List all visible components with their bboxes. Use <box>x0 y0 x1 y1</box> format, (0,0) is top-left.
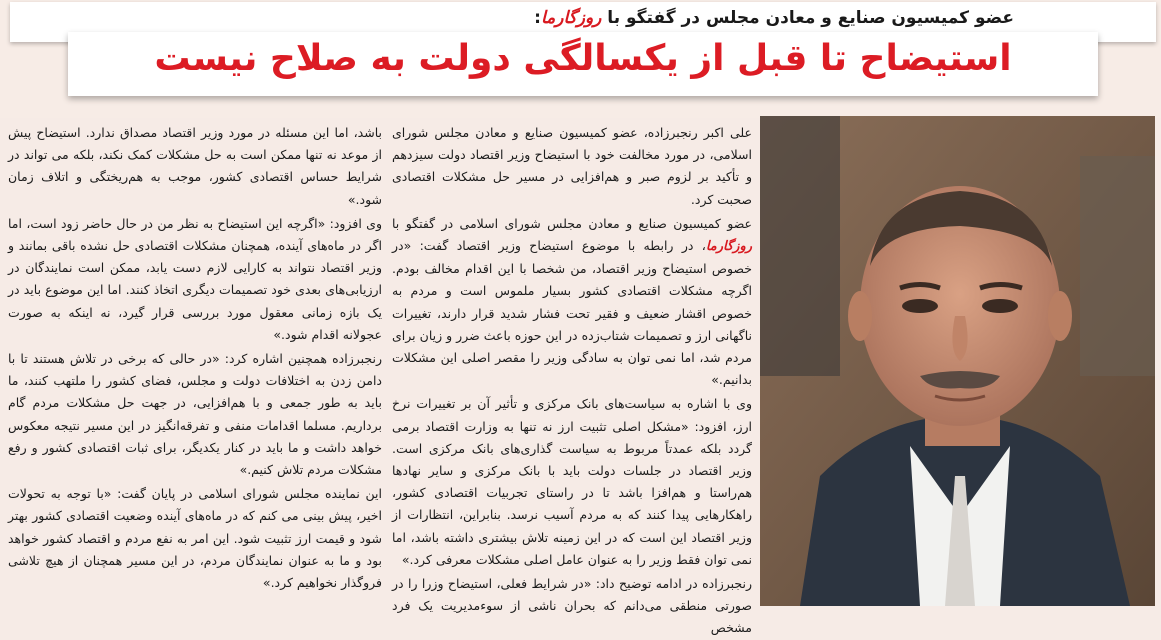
title-box <box>68 32 1098 96</box>
portrait-illustration <box>760 116 1155 606</box>
paragraph-conclusion: این نماینده مجلس شورای اسلامی در پایان گفت: «با توجه به تحولات اخیر، پیش بینی می کنم که در ماه‌های آینده وضعیت اقتصادی کشور بهتر شود و قیمت ارز تثبیت شود. این امر به نفع مردم و اقتصاد کشور خواهد بود و ما به عنوان نمایندگان مردم، در این مسیر همچنان از هیچ تلاشی فروگذار نخواهیم کرد.» <box>8 486 382 591</box>
kicker-colon: : <box>534 8 541 28</box>
headline: استیضاح تا قبل از یکسالگی دولت به صلاح نیست <box>154 38 1012 79</box>
kicker <box>534 8 1014 28</box>
paragraph-intro: علی اکبر رنجبرزاده، عضو کمیسیون صنایع و معادن مجلس شورای اسلامی، در مورد مخالفت خود با استیضاح وزیر اقتصاد دولت سیزدهم و تأکید بر لزوم صبر و هم‌افزایی در مسیر حل مشکلات اقتصادی صحبت کرد. <box>392 125 752 207</box>
article-column-right <box>392 122 752 636</box>
paragraph-central-bank: وی با اشاره به سیاست‌های بانک مرکزی و تأثیر آن بر تغییرات نرخ ارز، افزود: «مشکل اصلی تثبیت ارز نه تنها به وزارت اقتصاد برمی گردد بلکه عمدتاً مربوط به سیاست گذاری‌های بانک مرکزی است. وزیر اقتصاد در جلسات دولت باید با بانک مرکزی و سایر نهادها هم‌راستا و هم‌افزا باشد تا در راستای تجربیات اقتصادی کشور، راهکارهایی پیدا کنند که به مردم آسیب نرسد. بنابراین، انتظارات از وزیر اقتصاد این است که در این زمینه تلاش بیشتری داشته باشد، اما نمی توان فقط وزیر را به عنوان عامل اصلی مشکلات معرفی کرد.» <box>392 396 752 567</box>
paragraph-interview <box>392 213 752 392</box>
paragraph-future: وی افزود: «اگرچه این استیضاح به نظر من در حال حاضر زود است، اما اگر در ماه‌های آینده، همچنان مشکلات اقتصادی حل نشده باقی بمانند و وزیر اقتصاد نتواند به کارایی لازم دست یابد، ممکن است نمایندگان در ارزیابی‌های بعدی خود تصمیمات دیگری اتخاذ کنند. اما این موضوع باید در یک بازه زمانی معقول مورد بررسی قرار گیرد، نه اینکه به صورت عجولانه اقدام شود.» <box>8 215 382 342</box>
paragraph-unity: رنجبرزاده همچنین اشاره کرد: «در حالی که برخی در تلاش هستند تا با دامن زدن به اختلافات دولت و مجلس، فضای کشور را ملتهب کنند، ما باید به طور جمعی و با هم‌افزایی، در جهت حل مشکلات مردم گام برداریم. مسلما اقدامات منفی و تفرقه‌انگیز در این مسیر نتیجه معکوس خواهد داشت و ما باید در کنار یکدیگر، برای ثبات اقتصادی کشور و رفع مشکلات مردم تلاش کنیم.» <box>8 351 382 478</box>
paragraph-continuation: باشد، اما این مسئله در مورد وزیر اقتصاد مصداق ندارد. استیضاح پیش از موعد نه تنها ممکن است به حل مشکلات کمک نکند، بلکه می تواند در شرایط حساس اقتصادی کشور، موجب به هم‌ریختگی و اتلاف زمان شود.» <box>8 125 382 207</box>
inline-brand-logo: روزگارما <box>705 239 752 255</box>
paragraph-interview-start: عضو کمیسیون صنایع و معادن مجلس شورای اسلامی در گفتگو با <box>392 215 752 231</box>
paragraph-interview-rest: ، در رابطه با موضوع استیضاح وزیر اقتصاد گفت: «در خصوص استیضاح وزیر اقتصاد، من شخصا با این اقدام مخالف بودم. اگرچه مشکلات اقتصادی کشور بسیار ملموس است و مردم به خصوص اقشار ضعیف و فقیر تحت فشار شدید قرار دارند، تغییرات ناگهانی ارز و تصمیمات شتاب‌زده در این حوزه باعث ضرر و زیان برای مردم شد، اما نمی توان به سادگی وزیر را مقصر اصلی این مشکلات بدانیم.» <box>392 238 752 388</box>
paragraph-continued: رنجبرزاده در ادامه توضیح داد: «در شرایط فعلی، استیضاح وزرا را در صورتی منطقی می‌دانم که بحران ناشی از سوءمدیریت یک فرد مشخص <box>392 576 752 636</box>
portrait-photo <box>760 116 1155 606</box>
kicker-text: عضو کمیسیون صنایع و معادن مجلس در گفتگو با <box>601 8 1014 28</box>
kicker-brand-logo: روزگارما <box>540 8 602 28</box>
article-column-left <box>8 122 382 607</box>
